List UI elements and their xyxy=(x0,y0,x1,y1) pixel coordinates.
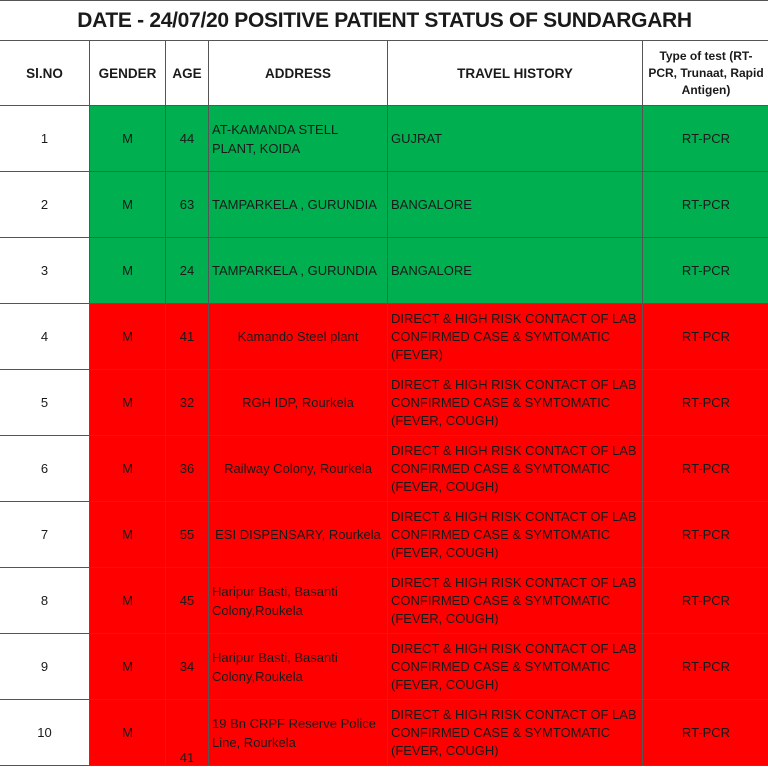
travel-history-cell: BANGALORE xyxy=(388,238,643,304)
header-age: AGE xyxy=(166,41,209,106)
travel-history-cell: DIRECT & HIGH RISK CONTACT OF LAB CONFIRMED CASE & SYMTOMATIC (FEVER, COUGH) xyxy=(388,502,643,568)
travel-history-cell: DIRECT & HIGH RISK CONTACT OF LAB CONFIRMED CASE & SYMTOMATIC (FEVER, COUGH) xyxy=(388,436,643,502)
age-cell: 34 xyxy=(166,634,209,700)
slno-cell: 9 xyxy=(0,634,90,700)
age-cell: 63 xyxy=(166,172,209,238)
gender-cell: M xyxy=(90,436,166,502)
address-cell: RGH IDP, Rourkela xyxy=(209,370,388,436)
test-type-cell: RT-PCR xyxy=(643,304,768,370)
table-row xyxy=(0,700,768,766)
test-type-cell: RT-PCR xyxy=(643,634,768,700)
age-cell: 44 xyxy=(166,106,209,172)
slno-cell: 8 xyxy=(0,568,90,634)
header-row xyxy=(0,41,768,106)
gender-cell: M xyxy=(90,238,166,304)
age-cell: 32 xyxy=(166,370,209,436)
table-row xyxy=(0,304,768,370)
table-row xyxy=(0,634,768,700)
address-cell: Railway Colony, Rourkela xyxy=(209,436,388,502)
address-cell: ESI DISPENSARY, Rourkela xyxy=(209,502,388,568)
test-type-cell: RT-PCR xyxy=(643,370,768,436)
header-slno: Sl.NO xyxy=(0,41,90,106)
gender-cell: M xyxy=(90,106,166,172)
gender-cell: M xyxy=(90,568,166,634)
address-cell: TAMPARKELA , GURUNDIA xyxy=(209,238,388,304)
table-row xyxy=(0,172,768,238)
address-cell: 19 Bn CRPF Reserve Police Line, Rourkela xyxy=(209,700,388,766)
slno-cell: 3 xyxy=(0,238,90,304)
travel-history-cell: BANGALORE xyxy=(388,172,643,238)
address-cell: Haripur Basti, Basanti Colony,Roukela xyxy=(209,634,388,700)
gender-cell: M xyxy=(90,304,166,370)
gender-cell: M xyxy=(90,634,166,700)
travel-history-cell: DIRECT & HIGH RISK CONTACT OF LAB CONFIRMED CASE & SYMTOMATIC (FEVER, COUGH) xyxy=(388,700,643,766)
address-cell: Haripur Basti, Basanti Colony,Roukela xyxy=(209,568,388,634)
test-type-cell: RT-PCR xyxy=(643,172,768,238)
slno-cell: 5 xyxy=(0,370,90,436)
header-address: ADDRESS xyxy=(209,41,388,106)
table-row xyxy=(0,568,768,634)
header-travel-history: TRAVEL HISTORY xyxy=(388,41,643,106)
table-row xyxy=(0,370,768,436)
test-type-cell: RT-PCR xyxy=(643,568,768,634)
slno-cell: 6 xyxy=(0,436,90,502)
gender-cell: M xyxy=(90,370,166,436)
address-cell: AT-KAMANDA STELL PLANT, KOIDA xyxy=(209,106,388,172)
table-row xyxy=(0,106,768,172)
gender-cell: M xyxy=(90,700,166,766)
slno-cell: 4 xyxy=(0,304,90,370)
test-type-cell: RT-PCR xyxy=(643,436,768,502)
address-cell: TAMPARKELA , GURUNDIA xyxy=(209,172,388,238)
table-row xyxy=(0,502,768,568)
test-type-cell: RT-PCR xyxy=(643,238,768,304)
table-title: DATE - 24/07/20 POSITIVE PATIENT STATUS OF SUNDARGARH xyxy=(0,1,768,41)
age-cell: 41 xyxy=(166,304,209,370)
age-cell: 45 xyxy=(166,568,209,634)
header-test-type: Type of test (RT-PCR, Trunaat, Rapid Antigen) xyxy=(643,41,768,106)
age-cell: 24 xyxy=(166,238,209,304)
travel-history-cell: DIRECT & HIGH RISK CONTACT OF LAB CONFIRMED CASE & SYMTOMATIC (FEVER, COUGH) xyxy=(388,568,643,634)
age-cell: 36 xyxy=(166,436,209,502)
address-cell: Kamando Steel plant xyxy=(209,304,388,370)
age-cell: 55 xyxy=(166,502,209,568)
table-row xyxy=(0,238,768,304)
age-cell: 41 xyxy=(166,700,209,766)
gender-cell: M xyxy=(90,502,166,568)
test-type-cell: RT-PCR xyxy=(643,502,768,568)
slno-cell: 2 xyxy=(0,172,90,238)
test-type-cell: RT-PCR xyxy=(643,106,768,172)
travel-history-cell: DIRECT & HIGH RISK CONTACT OF LAB CONFIRMED CASE & SYMTOMATIC (FEVER, COUGH) xyxy=(388,370,643,436)
header-gender: GENDER xyxy=(90,41,166,106)
travel-history-cell: DIRECT & HIGH RISK CONTACT OF LAB CONFIRMED CASE & SYMTOMATIC (FEVER) xyxy=(388,304,643,370)
travel-history-cell: DIRECT & HIGH RISK CONTACT OF LAB CONFIRMED CASE & SYMTOMATIC (FEVER, COUGH) xyxy=(388,634,643,700)
gender-cell: M xyxy=(90,172,166,238)
table-row xyxy=(0,436,768,502)
test-type-cell: RT-PCR xyxy=(643,700,768,766)
slno-cell: 10 xyxy=(0,700,90,766)
slno-cell: 1 xyxy=(0,106,90,172)
slno-cell: 7 xyxy=(0,502,90,568)
travel-history-cell: GUJRAT xyxy=(388,106,643,172)
